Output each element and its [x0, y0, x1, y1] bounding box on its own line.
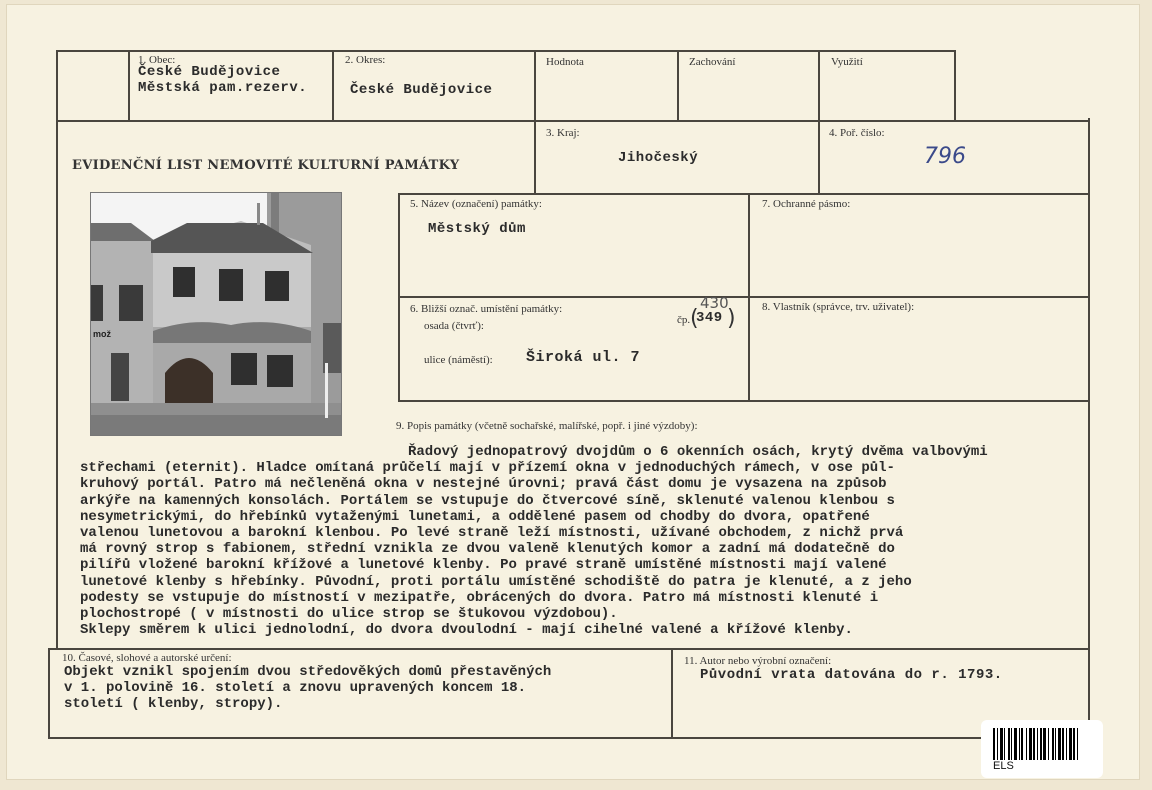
popis-label: 9. Popis památky (včetně sochařské, malířské, popř. i jiné výzdoby):	[396, 420, 698, 432]
kraj-value: Jihočeský	[618, 150, 699, 166]
rule	[332, 50, 334, 120]
rule	[128, 50, 130, 120]
urceni-text	[64, 664, 551, 712]
vlastnik-label: 8. Vlastník (správce, trv. uživatel):	[762, 301, 915, 313]
nazev-label: 5. Název (označení) památky:	[410, 198, 542, 210]
rule	[1088, 118, 1090, 739]
document-title: EVIDENČNÍ LIST NEMOVITÉ KULTURNÍ PAMÁTKY	[72, 158, 460, 173]
rule	[48, 737, 1090, 739]
okres-label: 2. Okres:	[345, 54, 386, 66]
popis-line: nesymetrickými, do hřebínků vytaženými lunetami, a oddělené pasem od chodby do dvora, opatřené	[80, 508, 870, 525]
urceni-line: století ( klenby, stropy).	[64, 696, 283, 712]
popis-line: arkýře na kamenných konsolách. Portálem se vstupuje do čtvercové síně, sklenuté valenou klenbou s	[80, 492, 895, 509]
rule	[954, 50, 956, 120]
ochranne-pasmo-label: 7. Ochranné pásmo:	[762, 198, 851, 210]
popis-line: lunetové klenby s hřebínky. Původní, proti portálu umístěné schodiště do patra je klenuté, a z jeho	[80, 573, 912, 590]
zachovani-label: Zachování	[689, 56, 736, 68]
ulice-label: ulice (náměstí):	[424, 354, 493, 366]
rule	[48, 648, 1090, 650]
cp-value: 349	[696, 310, 723, 326]
cp-handwritten-value: 430	[700, 294, 729, 312]
popis-line: Řadový jednopatrový dvojdům o 6 okenních osách, krytý dvěma valbovými	[408, 444, 988, 460]
rule	[56, 50, 956, 52]
barcode-label	[981, 720, 1103, 778]
osada-label: osada (čtvrť):	[424, 320, 484, 332]
rule	[56, 120, 1090, 122]
hodnota-label: Hodnota	[546, 56, 584, 68]
nazev-value: Městský dům	[428, 221, 526, 237]
popis-line: Sklepy směrem k ulici jednolodní, do dvora dvoulodní - mají cihelné valené a křížové klenby.	[80, 622, 853, 639]
rule	[56, 50, 58, 120]
popis-line: plochostropé ( v místnosti do ulice strop se štukovou výzdobou).	[80, 606, 618, 623]
popis-line: kruhový portál. Patro má nečleněná okna v nestejné úrovni; pravá část domu je vysazena na způsob	[80, 476, 887, 493]
popis-line: má rovný strop s fabionem, střední vznikla ze dvou valeně klenutých komor a zadní má dodatečně do	[80, 541, 895, 558]
cp-paren-right: )	[727, 306, 736, 331]
rule	[398, 296, 1090, 298]
cp-paren-left: (	[690, 306, 699, 331]
urceni-label: 10. Časové, slohové a autorské určení:	[62, 652, 232, 664]
ulice-value: Široká ul. 7	[526, 349, 641, 366]
autor-value: Původní vrata datována do r. 1793.	[700, 667, 1003, 683]
obec-value: České Budějovice	[138, 64, 281, 80]
building-photo	[90, 192, 342, 436]
rule	[677, 50, 679, 120]
rule	[534, 50, 536, 193]
rule	[398, 193, 1090, 195]
popis-line: valenou lunetovou a barokní klenbou. Po levé straně leží místnosti, užívané obchodem, z nichž prvá	[80, 525, 904, 542]
rule	[398, 400, 1090, 402]
rule	[671, 648, 673, 738]
barcode-icon	[993, 728, 1093, 760]
obec-value-2: Městská pam.rezerv.	[138, 80, 308, 96]
urceni-line: Objekt vznikl spojením dvou středověkých domů přestavěných	[64, 664, 552, 680]
photo-shop-sign: mož	[93, 329, 111, 339]
obec-label: 1. Obec:	[138, 54, 176, 66]
popis-line: podesty se vstupuje do místností v mezipatře, obrácených do dvora. Patro má místnosti klenuté i	[80, 589, 879, 606]
vyuziti-label: Využití	[831, 56, 863, 68]
popis-line: střechami (eternit). Hladce omítaná průčelí mají v přízemí okna v jednoduchých rámech, v ose půl-	[80, 460, 895, 477]
popis-text	[80, 444, 1090, 638]
por-cislo-label: 4. Poř. číslo:	[829, 127, 885, 139]
umisteni-label: 6. Bližší označ. umístění památky:	[410, 303, 563, 315]
okres-value: České Budějovice	[350, 82, 493, 98]
rule	[56, 120, 58, 650]
autor-label: 11. Autor nebo výrobní označení:	[684, 655, 832, 667]
building-photo-drawing	[91, 193, 341, 435]
rule	[48, 648, 50, 738]
rule	[818, 50, 820, 193]
kraj-label: 3. Kraj:	[546, 127, 580, 139]
cp-label: čp.	[677, 314, 691, 326]
urceni-line: v 1. polovině 16. století a znovu upravených koncem 18.	[64, 680, 527, 696]
barcode-text: ELS	[993, 760, 1014, 772]
popis-line: pilířů vložené barokní křížové a lunetové klenby. Po pravé straně umístěné místnosti mají valené	[80, 557, 887, 574]
por-cislo-value: 796	[924, 144, 966, 169]
